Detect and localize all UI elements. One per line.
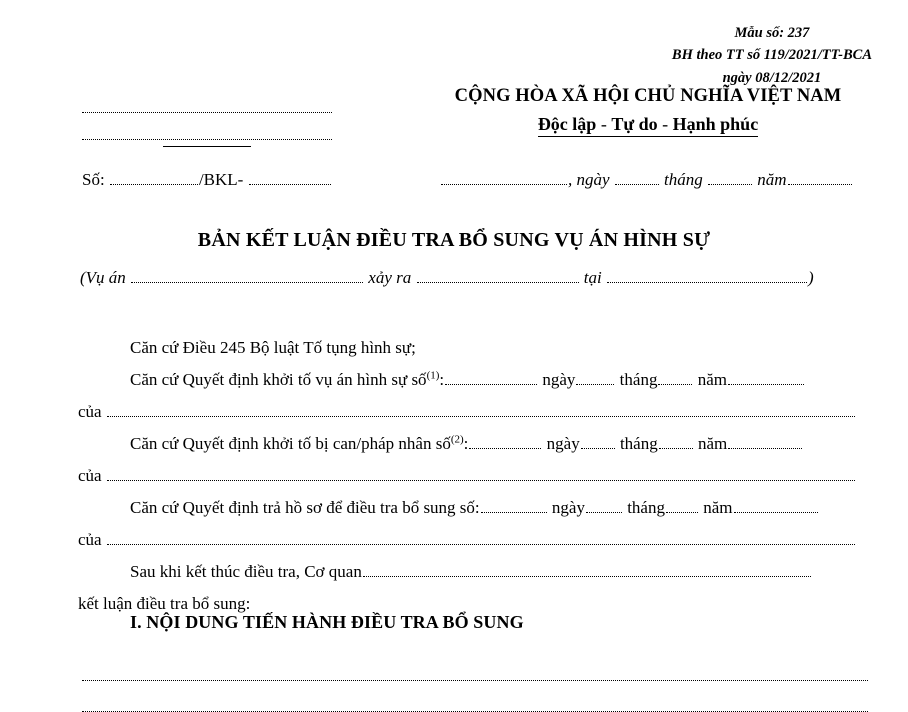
- after-investigation-line: [78, 556, 868, 588]
- accused-decision-day-label: ngày: [546, 434, 580, 453]
- return-file-issuer-field[interactable]: [107, 532, 855, 545]
- return-file-month-field[interactable]: [666, 500, 698, 513]
- subtitle-occurred-label: xảy ra: [368, 268, 412, 287]
- case-decision-year-field[interactable]: [728, 372, 804, 385]
- document-subtitle: [80, 268, 832, 288]
- return-file-day-field[interactable]: [586, 500, 622, 513]
- motto-happiness: Hạnh phúc: [672, 114, 759, 134]
- document-number-label: Số:: [82, 170, 105, 189]
- case-place-field[interactable]: [607, 270, 807, 283]
- return-file-number-field[interactable]: [481, 500, 547, 513]
- accused-decision-month-label: tháng: [619, 434, 658, 453]
- date-month-field[interactable]: [708, 172, 752, 185]
- footnote-marker-1: (1): [426, 369, 440, 382]
- footnote-marker-2: (2): [450, 433, 464, 446]
- legal-basis-case-decision-line: [78, 364, 868, 396]
- motto-separator-2: -: [657, 114, 673, 134]
- document-suffix-field[interactable]: [249, 172, 331, 185]
- return-file-day-label: ngày: [551, 498, 585, 517]
- date-year-label: năm: [757, 170, 787, 189]
- return-file-year-field[interactable]: [734, 500, 818, 513]
- return-file-decision-text: Căn cứ Quyết định trả hồ sơ để điều tra bổ sung số:: [130, 498, 480, 517]
- national-heading-block: [424, 86, 872, 137]
- document-number-field[interactable]: [110, 172, 198, 185]
- content-blank-line-2[interactable]: [82, 681, 868, 712]
- section-heading-1: I. NỘI DUNG TIẾN HÀNH ĐIỀU TRA BỔ SUNG: [130, 612, 524, 632]
- return-file-issuer-label: của: [78, 530, 102, 549]
- motto-freedom: Tự do: [611, 114, 658, 134]
- case-decision-issuer-line: [78, 396, 868, 428]
- date-comma: ,: [568, 170, 573, 189]
- legal-basis-article-text: Căn cứ Điều 245 Bộ luật Tố tụng hình sự;: [130, 338, 416, 357]
- conclusion-text: kết luận điều tra bổ sung:: [78, 594, 251, 613]
- accused-decision-issuer-line: [78, 460, 868, 492]
- accused-decision-line: [78, 428, 868, 460]
- date-year-field[interactable]: [788, 172, 852, 185]
- document-date-row: [440, 170, 853, 190]
- accused-decision-text: Căn cứ Quyết định khởi tố bị can/pháp nhân số: [130, 434, 451, 453]
- form-code-number: Mẫu số: 237: [734, 25, 810, 41]
- subtitle-close-label: ): [807, 268, 814, 287]
- after-investigation-text: Sau khi kết thúc điều tra, Cơ quan: [130, 562, 362, 581]
- return-file-issuer-line: [78, 524, 868, 556]
- agency-block: [82, 90, 332, 147]
- accused-decision-year-field[interactable]: [728, 436, 802, 449]
- document-body: [78, 332, 868, 620]
- form-code-circular: BH theo TT số 119/2021/TT-BCA: [671, 47, 872, 64]
- case-decision-number-field[interactable]: [445, 372, 537, 385]
- content-blank-line-1[interactable]: [82, 650, 868, 681]
- national-motto: [538, 114, 758, 137]
- case-decision-day-label: ngày: [542, 370, 576, 389]
- subtitle-at-label: tại: [583, 268, 602, 287]
- subtitle-open-label: (Vụ án: [80, 268, 126, 287]
- document-title: BẢN KẾT LUẬN ĐIỀU TRA BỔ SUNG VỤ ÁN HÌNH SỰ: [197, 229, 711, 251]
- investigation-agency-field[interactable]: [363, 564, 811, 577]
- case-name-field[interactable]: [131, 270, 363, 283]
- agency-divider-rule: [163, 146, 251, 147]
- case-decision-issuer-label: của: [78, 402, 102, 421]
- case-decision-year-label: năm: [697, 370, 727, 389]
- case-time-field[interactable]: [417, 270, 579, 283]
- place-field[interactable]: [441, 172, 567, 185]
- national-title: CỘNG HÒA XÃ HỘI CHỦ NGHĨA VIỆT NAM: [454, 86, 842, 106]
- agency-name-field-1[interactable]: [82, 90, 332, 113]
- motto-independence: Độc lập: [537, 114, 597, 134]
- accused-decision-number-field[interactable]: [469, 436, 541, 449]
- legal-basis-article-line: [78, 332, 868, 364]
- accused-decision-issuer-field[interactable]: [107, 468, 855, 481]
- accused-decision-issuer-label: của: [78, 466, 102, 485]
- case-decision-colon: :: [439, 370, 445, 389]
- return-file-year-label: năm: [703, 498, 733, 517]
- document-number-code: /BKL-: [198, 170, 244, 189]
- date-month-label: tháng: [664, 170, 703, 189]
- case-decision-month-label: tháng: [619, 370, 658, 389]
- case-decision-issuer-field[interactable]: [107, 404, 855, 417]
- accused-decision-year-label: năm: [697, 434, 728, 453]
- return-file-decision-line: [78, 492, 868, 524]
- form-code-date: ngày 08/12/2021: [722, 69, 822, 86]
- agency-name-field-2[interactable]: [82, 113, 332, 140]
- date-day-field[interactable]: [615, 172, 659, 185]
- accused-decision-month-field[interactable]: [659, 436, 693, 449]
- document-number-row: [82, 170, 332, 190]
- case-decision-day-field[interactable]: [576, 372, 614, 385]
- legal-basis-case-decision-text: Căn cứ Quyết định khởi tố vụ án hình sự số: [130, 370, 427, 389]
- case-decision-month-field[interactable]: [658, 372, 692, 385]
- date-day-label: ngày: [576, 170, 610, 189]
- motto-separator-1: -: [596, 114, 612, 134]
- form-code-block: [672, 22, 872, 89]
- return-file-month-label: tháng: [627, 498, 665, 517]
- accused-decision-colon: :: [463, 434, 469, 453]
- accused-decision-day-field[interactable]: [581, 436, 615, 449]
